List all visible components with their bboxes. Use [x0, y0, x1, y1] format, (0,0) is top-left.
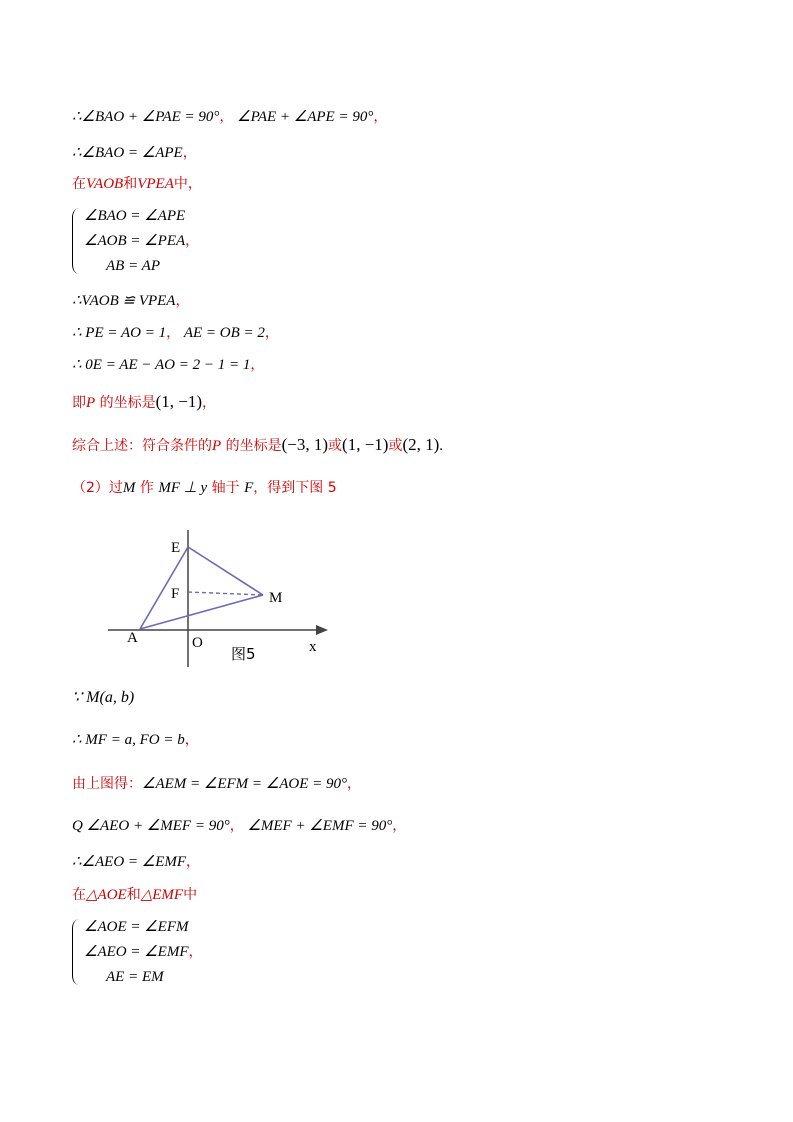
comma: ，: [202, 395, 217, 411]
text-zhong: 中，: [173, 176, 202, 192]
label-e: E: [171, 540, 181, 556]
var-m: M: [122, 480, 136, 496]
eq-ae-ob: AE = OB = 2: [183, 325, 265, 341]
eq-oe: ∴ 0E = AE − AO = 2 − 1 = 1: [72, 357, 251, 373]
sys2-row-3: AE = EM: [106, 969, 164, 985]
comma: ，: [264, 325, 279, 341]
figure-caption: 图5: [231, 645, 256, 663]
eq-m-ab: ∵ M(a, b): [72, 689, 135, 706]
brace-system-1: [72, 208, 79, 274]
line-in-triangles: [72, 174, 202, 194]
line-aeo-emf: [72, 852, 200, 872]
eq-pe-ao: ∴ PE = AO = 1: [72, 325, 167, 341]
segment-am: [140, 595, 263, 629]
eq-aeo-eq-emf: ∴∠AEO = ∠EMF: [72, 854, 187, 870]
text-zhong: 中: [183, 887, 198, 903]
var-f: F: [244, 480, 254, 496]
comma: ，: [250, 357, 265, 373]
line-angle-sum: [72, 107, 387, 127]
text-he: 和: [126, 887, 141, 903]
comma: ，: [184, 732, 199, 748]
period: .: [439, 438, 444, 454]
triangle-emf: △EMF: [140, 887, 184, 903]
text-coord-is: 的坐标是: [95, 395, 156, 411]
eq-aeo-mef: Q ∠AEO + ∠MEF = 90°: [72, 818, 230, 834]
coord-2-1: (2, 1): [402, 435, 440, 454]
comma: ，: [219, 109, 234, 125]
sys1-row-2-expr: ∠AOB = ∠PEA: [84, 233, 186, 249]
line-right-angles: [72, 774, 361, 794]
brace-system-2: [72, 919, 79, 985]
line-part-2: [72, 478, 337, 498]
figure-5: [100, 525, 340, 675]
coord-1-neg1: (1, −1): [342, 435, 389, 454]
comma: ，: [392, 818, 407, 834]
comma: ，: [188, 944, 203, 960]
text-zai: 在: [72, 887, 86, 903]
comma: ，: [185, 233, 200, 249]
eq-mf-perp-y: MF ⊥ y: [158, 480, 208, 496]
segment-ae: [140, 547, 188, 629]
label-m: M: [269, 590, 283, 606]
coord-neg3-1: (−3, 1): [281, 435, 329, 454]
text-zuo: 作: [135, 480, 159, 496]
text-zai: 在: [72, 176, 86, 192]
text-or: 或: [388, 438, 403, 454]
label-x: x: [309, 639, 317, 655]
comma: ，: [373, 109, 388, 125]
sys1-row-1: ∠BAO = ∠APE: [84, 208, 186, 224]
eq-bao-pae: ∴∠BAO + ∠PAE = 90°: [72, 109, 220, 125]
eq-pae-ape: ∠PAE + ∠APE = 90°: [237, 109, 374, 125]
comma: ，: [347, 776, 362, 792]
line-oe: [72, 355, 264, 375]
label-f: F: [171, 586, 180, 602]
line-summary: [72, 435, 443, 456]
line-m-coord: [72, 688, 134, 708]
text-fig5: ，得到下图 5: [253, 480, 337, 496]
segment-em: [188, 547, 263, 595]
segment-fm-dashed: [188, 592, 263, 595]
comma: ，: [175, 293, 190, 309]
text-summary: 综合上述：符合条件的: [72, 438, 212, 454]
comma: ，: [166, 325, 181, 341]
text-ji: 即: [72, 395, 86, 411]
line-angle-sums-2: [72, 816, 406, 836]
label-a: A: [127, 630, 138, 646]
sys2-row-2: [84, 942, 203, 962]
sys2-row-1: ∠AOE = ∠EFM: [84, 919, 189, 935]
label-o: O: [192, 635, 203, 651]
sys1-row-2: [84, 231, 199, 251]
line-pe-ae: [72, 323, 279, 343]
text-part2-guo: （2）过: [72, 480, 123, 496]
eq-bao-eq-ape: ∴∠BAO = ∠APE: [72, 145, 183, 161]
eq-right-angles: ∠AEM = ∠EFM = ∠AOE = 90°: [142, 776, 348, 792]
triangle-pea: VPEA: [137, 176, 174, 192]
triangle-aob: VAOB: [86, 176, 124, 192]
line-mf-fo: [72, 730, 199, 750]
var-p: P: [86, 395, 96, 411]
comma: ，: [182, 145, 197, 161]
x-axis-arrow: [316, 625, 328, 635]
line-p-coord: [72, 392, 216, 413]
line-in-triangles-2: [72, 885, 197, 905]
text-he: 和: [123, 176, 138, 192]
text-from-figure: 由上图得：: [72, 776, 142, 792]
comma: ，: [229, 818, 244, 834]
eq-congruent: ∴VAOB ≌ VPEA: [72, 293, 176, 309]
comma: ，: [186, 854, 201, 870]
line-bao-ape: [72, 143, 197, 163]
sys2-row-2-expr: ∠AEO = ∠EMF: [84, 944, 189, 960]
text-or: 或: [328, 438, 343, 454]
eq-mf-fo: ∴ MF = a, FO = b: [72, 732, 185, 748]
triangle-aoe: △AOE: [86, 887, 127, 903]
coord-1-neg1: (1, −1): [155, 392, 203, 411]
var-p: P: [212, 438, 222, 454]
line-congruent: [72, 291, 189, 311]
text-axis-at: 轴于: [207, 480, 245, 496]
text-coord-is: 的坐标是: [221, 438, 282, 454]
sys1-row-3: AB = AP: [106, 258, 161, 274]
eq-mef-emf: ∠MEF + ∠EMF = 90°: [247, 818, 393, 834]
